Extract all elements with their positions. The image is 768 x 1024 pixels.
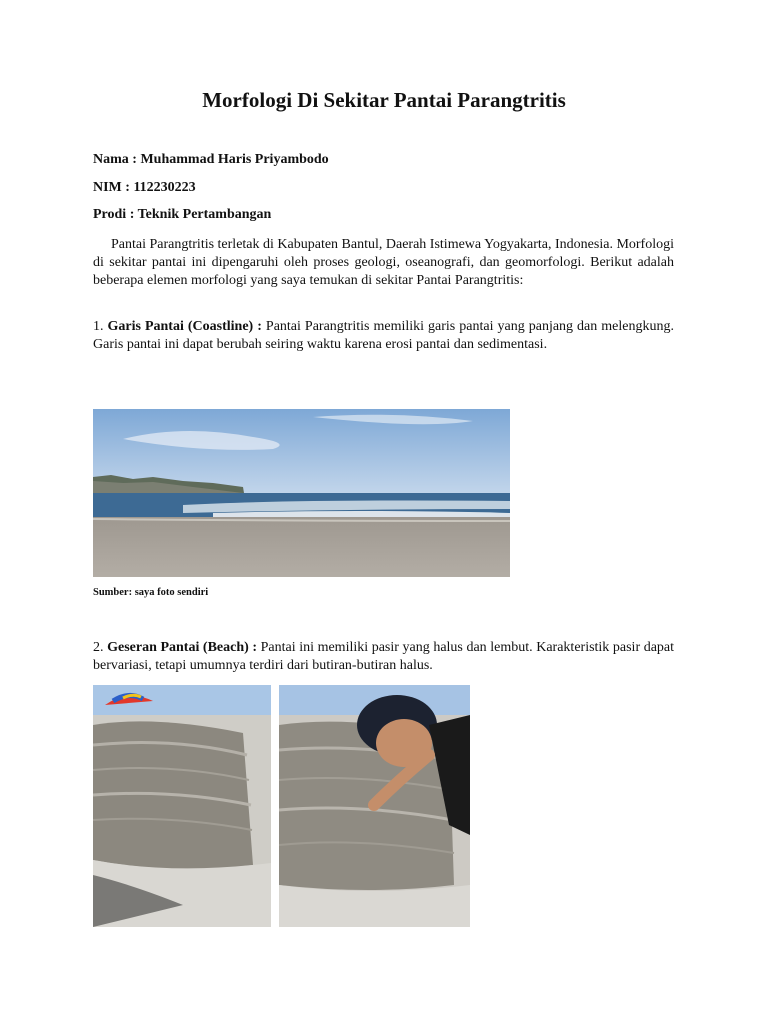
section-text: Pantai Parangtritis memiliki garis pantai yang panjang dan melengkung. Garis pantai ini dapat berubah seiring waktu karena erosi pantai dan sedimentasi.	[93, 319, 674, 353]
meta-prodi-value: Teknik Pertambangan	[137, 207, 272, 222]
meta-name-label: Nama	[93, 152, 129, 167]
document-title: Morfologi Di Sekitar Pantai Parangtritis	[202, 88, 566, 112]
meta-separator: :	[126, 207, 138, 222]
sand-layers-image	[93, 685, 271, 927]
sand-layers-person-photo	[279, 685, 470, 927]
meta-prodi-label: Prodi	[93, 207, 127, 222]
beach-panorama-image	[93, 409, 510, 577]
meta-nim	[93, 180, 196, 196]
section-coastline	[93, 318, 674, 354]
sand-layers-photo	[93, 685, 271, 927]
meta-name-value: Muhammad Haris Priyambodo	[140, 152, 329, 167]
section-number: 1.	[93, 319, 104, 334]
meta-name	[93, 152, 329, 168]
meta-prodi	[93, 207, 271, 223]
section-text: Pantai ini memiliki pasir yang halus dan lembut. Karakteristik pasir dapat bervariasi, tetapi umumnya terdiri dari butiran-butiran halus.	[93, 640, 675, 674]
photo-caption: Sumber: saya foto sendiri	[93, 587, 209, 598]
section-heading: Garis Pantai (Coastline) :	[107, 319, 262, 334]
section-heading: Geseran Pantai (Beach) :	[107, 640, 258, 655]
beach-panorama-photo	[93, 409, 510, 577]
section-number: 2.	[93, 640, 104, 655]
meta-nim-label: NIM	[93, 180, 122, 195]
intro-paragraph: Pantai Parangtritis terletak di Kabupaten Bantul, Daerah Istimewa Yogyakarta, Indonesia. Morfologi di sekitar pantai ini dipengaruhi oleh proses geologi, oseanografi, dan geomorfologi. Berikut adalah beberapa elemen morfologi yang saya temukan di sekitar Pantai Parangtritis:	[93, 237, 674, 289]
meta-nim-value: 112230223	[133, 180, 196, 195]
section-beach	[93, 639, 674, 675]
meta-separator: :	[121, 180, 134, 195]
sand-layers-person-image	[279, 685, 470, 927]
meta-separator: :	[128, 152, 141, 167]
